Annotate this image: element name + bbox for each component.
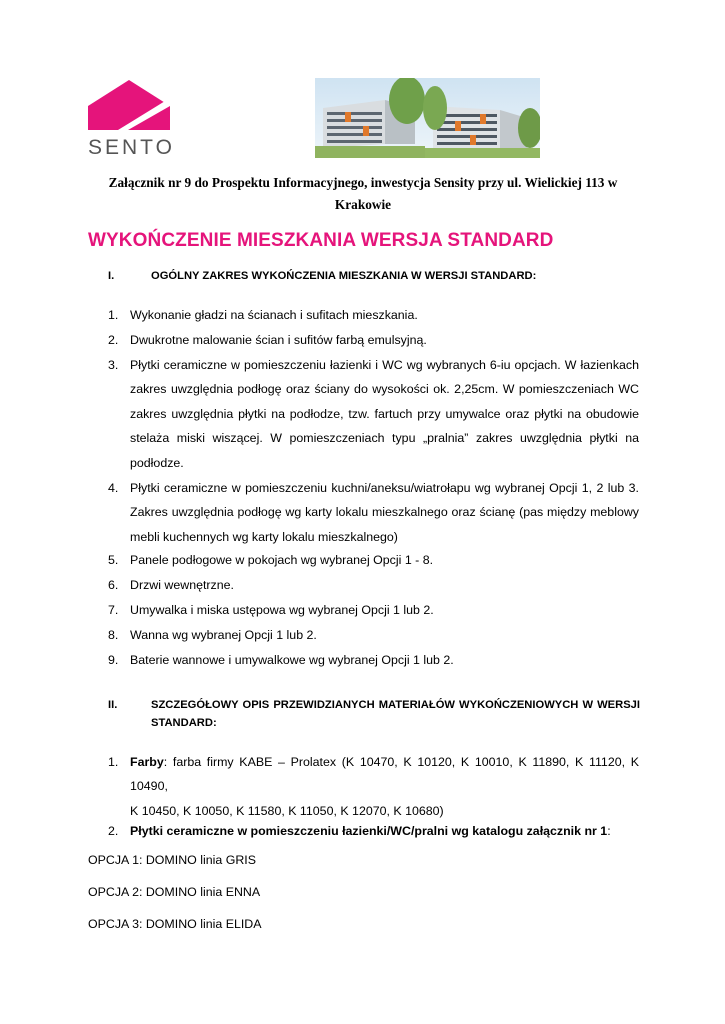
subtitle-line-2: Krakowie <box>334 197 392 212</box>
list-item-number: 3. <box>108 358 119 372</box>
list-item-text: Baterie wannowe i umywalkowe wg wybranej Opcji 1 lub 2. <box>130 653 454 667</box>
list-item-number: 1. <box>108 755 119 769</box>
section-1-number: I. <box>108 270 115 282</box>
list-item-number: 1. <box>108 308 119 322</box>
page-title: WYKOŃCZENIE MIESZKANIA WERSJA STANDARD <box>88 230 554 251</box>
section-2-number: II. <box>108 699 118 711</box>
list-item-bold: Płytki ceramiczne w pomieszczeniu łazienki/WC/pralni wg katalogu załącznik nr 1 <box>130 824 608 838</box>
list-item-text: Drzwi wewnętrzne. <box>130 578 234 592</box>
list-item-text: stelaża miski wiszącej. W pomieszczeniach typu „pralnia” zakres uwzględnia płytki na <box>130 431 639 446</box>
list-item-text: Wykonanie gładzi na ścianach i sufitach mieszkania. <box>130 308 418 322</box>
subtitle-line-1: Załącznik nr 9 do Prospektu Informacyjnego, inwestycja Sensity przy ul. Wielickiej 113 w <box>108 175 618 190</box>
list-item-text: Płytki ceramiczne w pomieszczeniu kuchni/aneksu/wiatrołapu wg wybranej Opcji 1, 2 lub 3. <box>130 481 639 495</box>
list-item-number: 6. <box>108 578 119 592</box>
list-item-text: Umywalka i miska ustępowa wg wybranej Opcji 1 lub 2. <box>130 603 434 617</box>
list-item-text: Wanna wg wybranej Opcji 1 lub 2. <box>130 628 317 642</box>
list-item-text: podłodze. <box>130 455 184 470</box>
list-item-text: Dwukrotne malowanie ścian i sufitów farbą emulsyjną. <box>130 333 427 347</box>
brand-name: SENTO <box>88 136 175 159</box>
list-item-text: Płytki ceramiczne w pomieszczeniu łazienki i WC wg wybranych 6-iu opcjach. W łazienkach <box>130 358 639 372</box>
list-item-text: Zakres uwzględnia podłogę wg karty lokalu mieszkalnego oraz ścianę (pas między meblowy <box>130 505 639 520</box>
list-item-number: 7. <box>108 603 119 617</box>
building-photos <box>315 78 540 158</box>
list-item-bold: Farby <box>130 755 164 769</box>
list-item-number: 9. <box>108 653 119 667</box>
list-item-number: 2. <box>108 824 119 838</box>
option-1: OPCJA 1: DOMINO linia GRIS <box>88 853 256 867</box>
section-2-heading-line-1: SZCZEGÓŁOWY OPIS PRZEWIDZIANYCH MATERIAŁÓW WYKOŃCZENIOWYCH W WERSJI <box>151 699 640 711</box>
list-item-number: 5. <box>108 553 119 567</box>
section-2-heading-line-2: STANDARD: <box>151 717 217 729</box>
list-item-text: Panele podłogowe w pokojach wg wybranej Opcji 1 - 8. <box>130 553 434 567</box>
list-item-text: mebli kuchennych wg karty lokalu mieszkalnego) <box>130 529 398 544</box>
option-2: OPCJA 2: DOMINO linia ENNA <box>88 885 261 899</box>
list-item-number: 4. <box>108 481 119 495</box>
list-item-text: zakres uwzględnia płytki na podłodze, tzw. fartuch przy umywalce oraz płytki na obudowie <box>130 406 639 421</box>
section-1-heading: OGÓLNY ZAKRES WYKOŃCZENIA MIESZKANIA W WERSJI STANDARD: <box>151 270 537 282</box>
option-3: OPCJA 3: DOMINO linia ELIDA <box>88 917 262 931</box>
list-item-number: 8. <box>108 628 119 642</box>
list-item-number: 2. <box>108 333 119 347</box>
list-item-text: zakres uwzględnia podłogę oraz ściany do wysokości ok. 2,25cm. W pomieszczeniach WC <box>130 382 639 397</box>
list-item-text: : farba firmy KABE – Prolatex (K 10470, K 10120, K 10010, K 11890, K 11120, K 10490, <box>130 755 639 794</box>
list-item-text: K 10450, K 10050, K 11580, K 11050, K 12070, K 10680) <box>130 803 444 818</box>
list-item-text: : <box>607 824 611 838</box>
